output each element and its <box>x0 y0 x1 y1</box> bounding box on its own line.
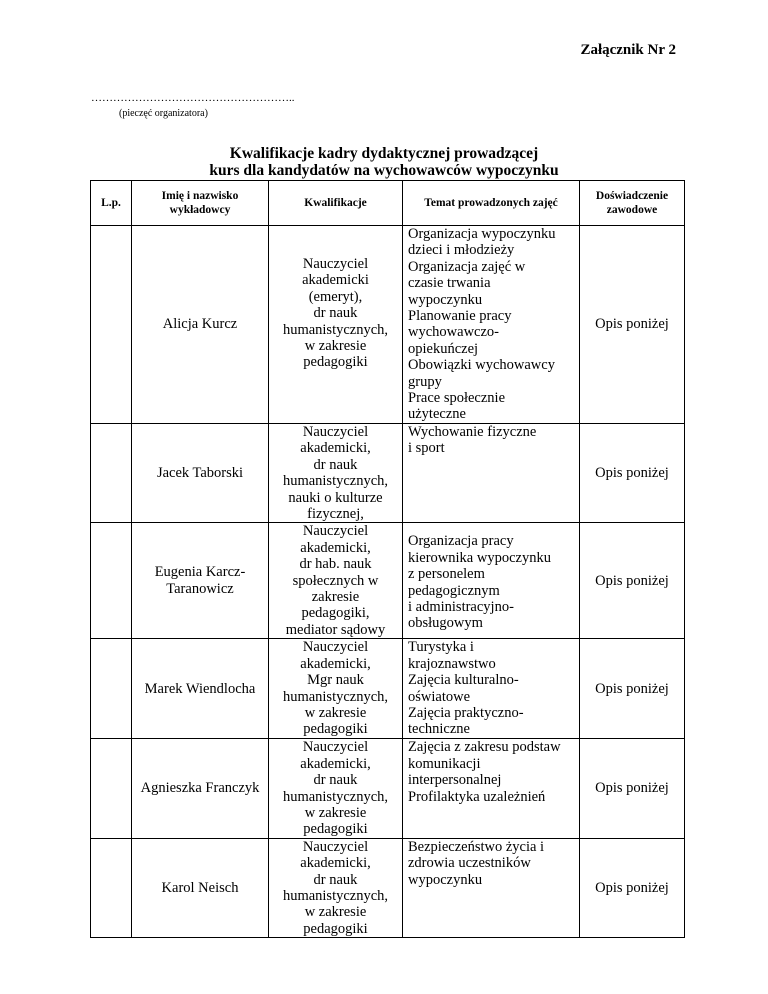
cell-qualifications-line: akademicki, <box>300 539 371 556</box>
cell-lecturer-name-line: Eugenia Karcz- <box>154 564 246 581</box>
title-line-1: Kwalifikacje kadry dydaktycznej prowadzącej <box>229 145 539 162</box>
cell-qualifications-line: Nauczyciel <box>302 739 369 756</box>
cell-lp <box>91 226 132 424</box>
cell-lecturer-name-line: Taranowicz <box>166 580 234 597</box>
cell-topic-line: krajoznawstwo <box>408 655 496 672</box>
header-topic: Temat prowadzonych zajęć <box>403 181 580 226</box>
cell-qualifications-line: nauki o kulturze <box>288 489 383 506</box>
cell-topic-line: Organizacja pracy <box>408 533 514 550</box>
cell-qualifications-line: w zakresie <box>304 904 367 921</box>
cell-topic-line: dzieci i młodzieży <box>408 242 515 259</box>
cell-qualifications-line: akademicki, <box>300 655 371 672</box>
cell-qualifications <box>269 739 403 838</box>
table-row <box>91 226 685 424</box>
table-row <box>91 838 685 937</box>
cell-topic-line: Organizacja zajęć w <box>408 258 526 275</box>
cell-qualifications-line: dr hab. nauk <box>299 556 372 573</box>
cell-topic-line: komunikacji <box>408 755 481 772</box>
cell-qualifications-line: w zakresie <box>304 804 367 821</box>
cell-lp <box>91 523 132 639</box>
cell-topic <box>403 639 580 739</box>
header-name-line-1: Imię i nazwisko <box>161 190 239 202</box>
cell-experience: Opis poniżej <box>580 423 685 522</box>
cell-qualifications-line: akademicki, <box>300 855 371 872</box>
cell-topic-line: grupy <box>408 373 442 390</box>
cell-qualifications-line: w zakresie <box>304 704 367 721</box>
cell-qualifications-line: Nauczyciel <box>302 423 369 440</box>
header-lp: L.p. <box>91 181 132 226</box>
header-experience-line-2: zawodowe <box>606 204 658 216</box>
table-row <box>91 639 685 739</box>
cell-qualifications-line: pedagogiki <box>303 821 368 838</box>
cell-topic-line: i administracyjno- <box>408 598 514 615</box>
title-line-2: kurs dla kandydatów na wychowawców wypoczynku <box>209 162 559 179</box>
cell-experience: Opis poniżej <box>580 226 685 424</box>
cell-qualifications-line: dr nauk <box>313 305 358 322</box>
cell-lecturer-name <box>132 226 269 424</box>
cell-topic-line: Wychowanie fizyczne <box>408 423 537 440</box>
cell-topic-line: wypoczynku <box>408 871 483 888</box>
cell-lecturer-name-line: Agnieszka Franczyk <box>140 780 260 797</box>
cell-lecturer-name-line: Marek Wiendlocha <box>144 680 256 697</box>
cell-qualifications-line: Nauczyciel <box>302 523 369 540</box>
cell-qualifications-line: dr nauk <box>313 871 358 888</box>
cell-topic <box>403 523 580 639</box>
table-row <box>91 423 685 522</box>
cell-qualifications-line: społecznych w <box>292 572 379 589</box>
cell-qualifications-line: dr nauk <box>313 772 358 789</box>
cell-qualifications-line: pedagogiki <box>303 354 368 371</box>
cell-topic-line: Obowiązki wychowawcy <box>408 357 555 374</box>
cell-qualifications <box>269 838 403 937</box>
cell-topic-line: czasie trwania <box>408 275 491 292</box>
cell-topic-line: obsługowym <box>408 615 483 632</box>
cell-topic <box>403 739 580 838</box>
cell-qualifications-line: w zakresie <box>304 338 367 355</box>
cell-topic-line: kierownika wypoczynku <box>408 549 551 566</box>
cell-qualifications-line: humanistycznych, <box>282 321 389 338</box>
cell-lecturer-name <box>132 639 269 739</box>
table-body <box>91 226 685 938</box>
cell-qualifications-line: humanistycznych, <box>282 788 389 805</box>
cell-qualifications-line: pedagogiki <box>303 920 368 937</box>
cell-topic-line: wychowawczo- <box>408 324 499 341</box>
cell-qualifications-line: Nauczyciel <box>302 639 369 656</box>
cell-qualifications <box>269 226 403 424</box>
cell-topic-line: Zajęcia kulturalno- <box>408 672 519 689</box>
cell-topic-line: użyteczne <box>408 406 466 423</box>
cell-topic <box>403 226 580 424</box>
cell-qualifications <box>269 523 403 639</box>
header-experience <box>580 181 685 226</box>
annex-label: Załącznik Nr 2 <box>580 42 676 58</box>
cell-qualifications-line: Nauczyciel <box>302 838 369 855</box>
cell-lecturer-name <box>132 739 269 838</box>
cell-topic-line: pedagogicznym <box>408 582 500 599</box>
cell-lp <box>91 838 132 937</box>
cell-topic-line: Zajęcia z zakresu podstaw <box>408 739 561 756</box>
cell-topic-line: wypoczynku <box>408 291 483 308</box>
cell-qualifications-line: fizycznej, <box>307 505 364 522</box>
cell-lp <box>91 639 132 739</box>
cell-experience: Opis poniżej <box>580 523 685 639</box>
cell-qualifications-line: pedagogiki, <box>301 605 370 622</box>
table-row <box>91 523 685 639</box>
document-title <box>0 145 768 179</box>
cell-qualifications-line: akademicki, <box>300 755 371 772</box>
cell-lecturer-name <box>132 423 269 522</box>
cell-qualifications-line: humanistycznych, <box>282 688 389 705</box>
table-row <box>91 739 685 838</box>
staff-table <box>90 180 685 938</box>
header-name <box>132 181 269 226</box>
cell-qualifications-line: mediator sądowy <box>285 621 386 638</box>
cell-experience: Opis poniżej <box>580 739 685 838</box>
cell-topic-line: Profilaktyka uzależnień <box>408 788 546 805</box>
cell-topic-line: Prace społecznie <box>408 390 506 407</box>
cell-topic-line: techniczne <box>408 721 470 738</box>
cell-topic-line: opiekuńczej <box>408 340 479 357</box>
cell-qualifications-line: Nauczyciel <box>302 256 369 272</box>
cell-lecturer-name-line: Jacek Taborski <box>156 464 244 481</box>
cell-qualifications <box>269 639 403 739</box>
cell-topic-line: oświatowe <box>408 688 471 705</box>
cell-topic-line: i sport <box>408 440 445 457</box>
cell-qualifications-line: pedagogiki <box>303 721 368 738</box>
cell-topic-line: zdrowia uczestników <box>408 855 531 872</box>
cell-topic-line: z personelem <box>408 566 485 583</box>
cell-qualifications-line: zakresie <box>311 588 360 605</box>
cell-topic-line: Organizacja wypoczynku <box>408 226 556 242</box>
stamp-dots: ……………………………………………….. <box>91 92 295 104</box>
cell-lecturer-name-line: Karol Neisch <box>161 879 239 896</box>
header-qualifications: Kwalifikacje <box>269 181 403 226</box>
cell-qualifications-line: humanistycznych, <box>282 887 389 904</box>
cell-topic-line: Planowanie pracy <box>408 308 512 325</box>
stamp-label: (pieczęć organizatora) <box>119 108 208 119</box>
cell-qualifications-line: (emeryt), <box>308 288 363 305</box>
cell-qualifications-line: humanistycznych, <box>282 473 389 490</box>
cell-qualifications <box>269 423 403 522</box>
cell-lecturer-name <box>132 523 269 639</box>
cell-lp <box>91 423 132 522</box>
cell-qualifications-line: Mgr nauk <box>307 672 364 689</box>
cell-topic-line: Zajęcia praktyczno- <box>408 704 524 721</box>
cell-qualifications-line: akademicki <box>302 272 369 289</box>
header-name-line-2: wykładowcy <box>169 204 231 216</box>
cell-qualifications-line: dr nauk <box>313 456 358 473</box>
cell-lp <box>91 739 132 838</box>
cell-experience: Opis poniżej <box>580 838 685 937</box>
cell-topic-line: Turystyka i <box>408 639 474 656</box>
cell-topic <box>403 423 580 522</box>
cell-lecturer-name-line: Alicja Kurcz <box>162 316 238 333</box>
cell-experience: Opis poniżej <box>580 639 685 739</box>
header-experience-line-1: Doświadczenie <box>595 190 669 202</box>
cell-topic <box>403 838 580 937</box>
cell-topic-line: interpersonalnej <box>408 772 502 789</box>
cell-qualifications-line: akademicki, <box>300 440 371 457</box>
cell-lecturer-name <box>132 838 269 937</box>
table-header-row <box>91 181 685 226</box>
cell-topic-line: Bezpieczeństwo życia i <box>408 838 545 855</box>
